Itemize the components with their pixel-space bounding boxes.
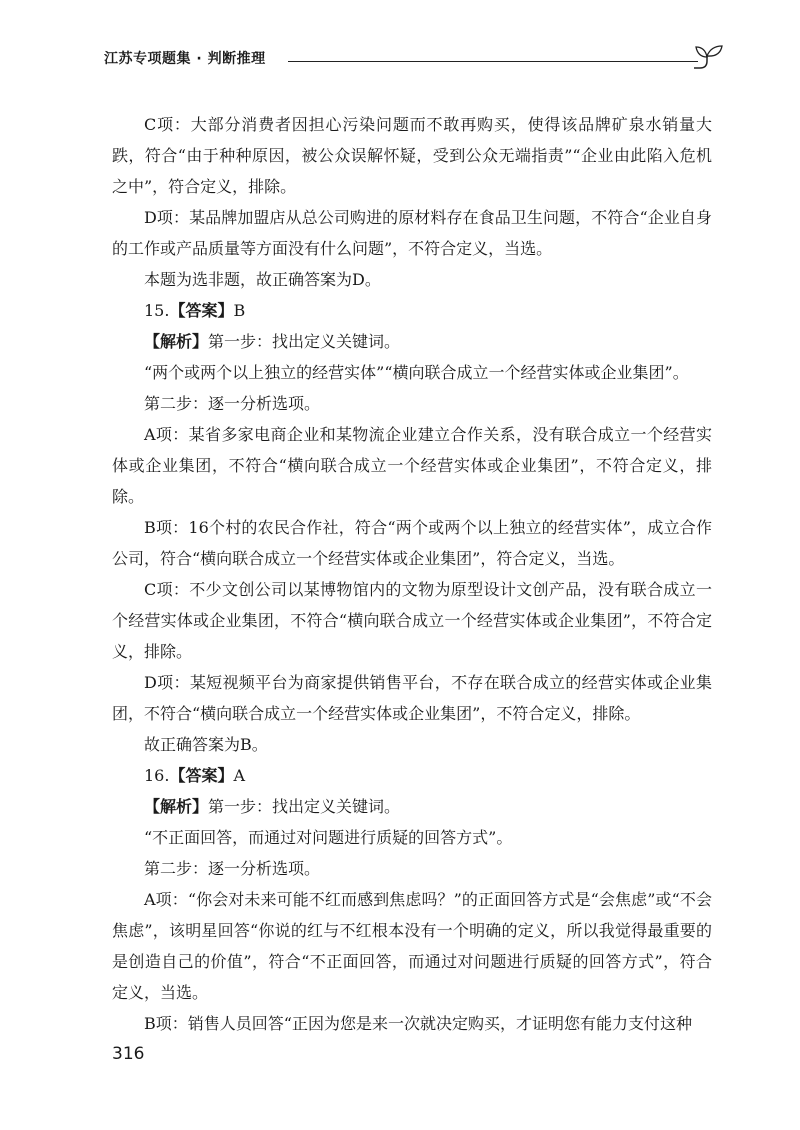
q15-conclusion: 故正确答案为B。	[144, 735, 268, 754]
paragraph-option-d: D项：某品牌加盟店从总公司购进的原材料存在食品卫生问题，不符合“企业自身的工作或产品质量等方面没有什么问题”，不符合定义，当选。	[112, 208, 712, 258]
q16-step1: 第一步：找出定义关键词。	[208, 797, 401, 816]
q15-answer-line	[112, 295, 712, 326]
page-number: 316	[112, 1044, 145, 1064]
header-title: 江苏专项题集 · 判断推理	[104, 51, 266, 67]
q16-analysis-label: 【解析】	[144, 797, 209, 816]
paragraph-option-c: C项：大部分消费者因担心污染问题而不敢再购买，使得该品牌矿泉水销量大跌，符合“由于种种原因，被公众误解怀疑，受到公众无端指责”“企业由此陷入危机之中”，符合定义，排除。	[112, 115, 712, 196]
paragraph-conclusion: 本题为选非题，故正确答案为D。	[144, 270, 381, 289]
q15-step1: 第一步：找出定义关键词。	[208, 332, 401, 351]
q15-number: 15.	[144, 301, 170, 320]
q15-keywords: “两个或两个以上独立的经营实体”“横向联合成立一个经营实体或企业集团”。	[144, 363, 689, 382]
q16-keywords: “不正面回答，而通过对问题进行质疑的回答方式”。	[144, 828, 513, 847]
header-rule	[288, 61, 698, 62]
q15-answer: B	[233, 301, 246, 320]
sprout-icon	[692, 44, 724, 72]
q16-answer: A	[233, 766, 246, 785]
q15-option-c: C项：不少文创公司以某博物馆内的文物为原型设计文创产品，没有联合成立一个经营实体或企业集团，不符合“横向联合成立一个经营实体或企业集团”，不符合定义，排除。	[112, 580, 712, 661]
q16-step2: 第二步：逐一分析选项。	[144, 859, 321, 878]
q15-answer-label: 【答案】	[169, 301, 234, 320]
q15-step2: 第二步：逐一分析选项。	[144, 394, 321, 413]
q16-option-a: A项：“你会对未来可能不红而感到焦虑吗？”的正面回答方式是“会焦虑”或“不会焦虑”，该明星回答“你说的红与不红根本没有一个明确的定义，所以我觉得最重要的是创造自己的价值”，符合“不正面回答，而通过对问题进行质疑的回答方式”，符合定义，当选。	[112, 890, 712, 1002]
q15-option-a: A项：某省多家电商企业和某物流企业建立合作关系，没有联合成立一个经营实体或企业集团，不符合“横向联合成立一个经营实体或企业集团”，不符合定义，排除。	[112, 425, 712, 506]
page-body	[112, 109, 712, 1039]
q16-answer-line	[112, 760, 712, 791]
running-header	[104, 44, 724, 74]
q15-option-d: D项：某短视频平台为商家提供销售平台，不存在联合成立的经营实体或企业集团，不符合“横向联合成立一个经营实体或企业集团”，不符合定义，排除。	[112, 673, 712, 723]
q16-analysis-line	[112, 791, 712, 822]
q16-option-b: B项：销售人员回答“正因为您是来一次就决定购买，才证明您有能力支付这种	[144, 1014, 692, 1033]
q16-answer-label: 【答案】	[169, 766, 234, 785]
q15-option-b: B项：16个村的农民合作社，符合“两个或两个以上独立的经营实体”，成立合作公司，符合“横向联合成立一个经营实体或企业集团”，符合定义，当选。	[112, 518, 712, 568]
q15-analysis-label: 【解析】	[144, 332, 209, 351]
q16-number: 16.	[144, 766, 170, 785]
q15-analysis-line	[112, 326, 712, 357]
